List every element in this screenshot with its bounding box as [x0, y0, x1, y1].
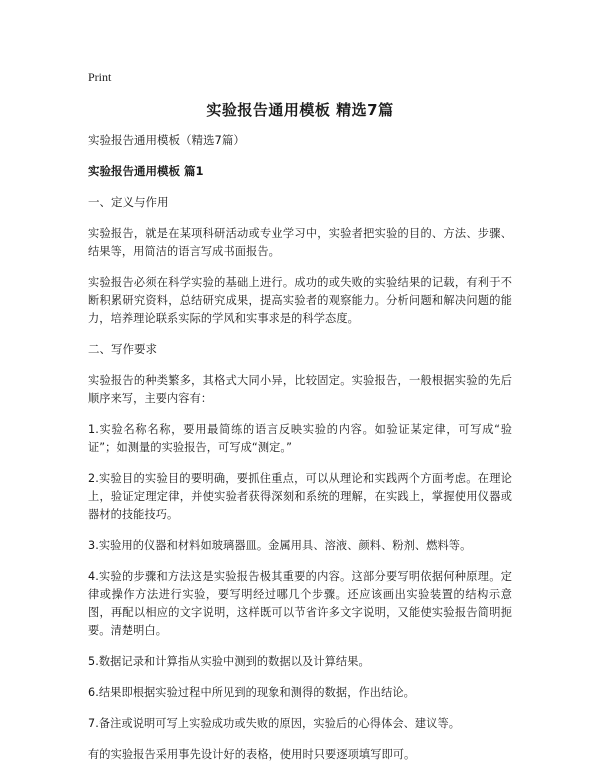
print-label[interactable]: Print — [88, 70, 112, 84]
document-title: 实验报告通用模板 精选7篇 — [206, 101, 394, 119]
paragraph-closing: 有的实验报告采用事先设计好的表格，使用时只要逐项填写即可。 — [88, 748, 416, 761]
paragraph-definition: 实验报告，就是在某项科研活动或专业学习中，实验者把实验的目的、方法、步骤、结果等，用简洁的语言写成书面报告。 — [88, 227, 512, 258]
paragraph-requirements-intro: 实验报告的种类繁多，其格式大同小异，比较固定。实验报告，一般根据实验的先后顺序来写，主要内容有： — [88, 374, 512, 405]
list-item-4: 4.实验的步骤和方法这是实验报告极其重要的内容。这部分要写明依据何种原理。定律或操作方法进行实验，要写明经过哪几个步骤。还应该画出实验装置的结构示意图，再配以相应的文字说明，这样既可以节省许多文字说明，又能使实验报告简明扼要。清楚明白。 — [88, 570, 512, 637]
list-item-7: 7.备注或说明可写上实验成功或失败的原因，实验后的心得体会、建议等。 — [88, 717, 461, 730]
list-item-6: 6.结果即根据实验过程中所见到的现象和测得的数据，作出结论。 — [88, 686, 415, 699]
document-subtitle: 实验报告通用模板（精选7篇） — [88, 133, 245, 147]
list-item-1: 1.实验名称名称，要用最简练的语言反映实验的内容。如验证某定律，可写成“验证”；如测量的实验报告，可写成“测定。” — [88, 423, 512, 454]
paragraph-purpose: 实验报告必须在科学实验的基础上进行。成功的或失败的实验结果的记载，有利于不断积累研究资料，总结研究成果，提高实验者的观察能力。分析问题和解决问题的能力，培养理论联系实际的学风和实事求是的科学态度。 — [88, 276, 512, 325]
heading-definition: 一、定义与作用 — [88, 195, 169, 209]
heading-requirements: 二、写作要求 — [88, 342, 157, 356]
list-item-5: 5.数据记录和计算指从实验中测到的数据以及计算结果。 — [88, 655, 370, 668]
list-item-2: 2.实验目的实验目的要明确，要抓住重点，可以从理论和实践两个方面考虑。在理论上，验证定理定律，并使实验者获得深刻和系统的理解，在实践上，掌握使用仪器或器材的技能技巧。 — [88, 472, 512, 521]
list-item-3: 3.实验用的仪器和材料如玻璃器皿。金属用具、溶液、颜料、粉剂、燃料等。 — [88, 539, 472, 552]
section-title: 实验报告通用模板 篇1 — [88, 164, 204, 178]
